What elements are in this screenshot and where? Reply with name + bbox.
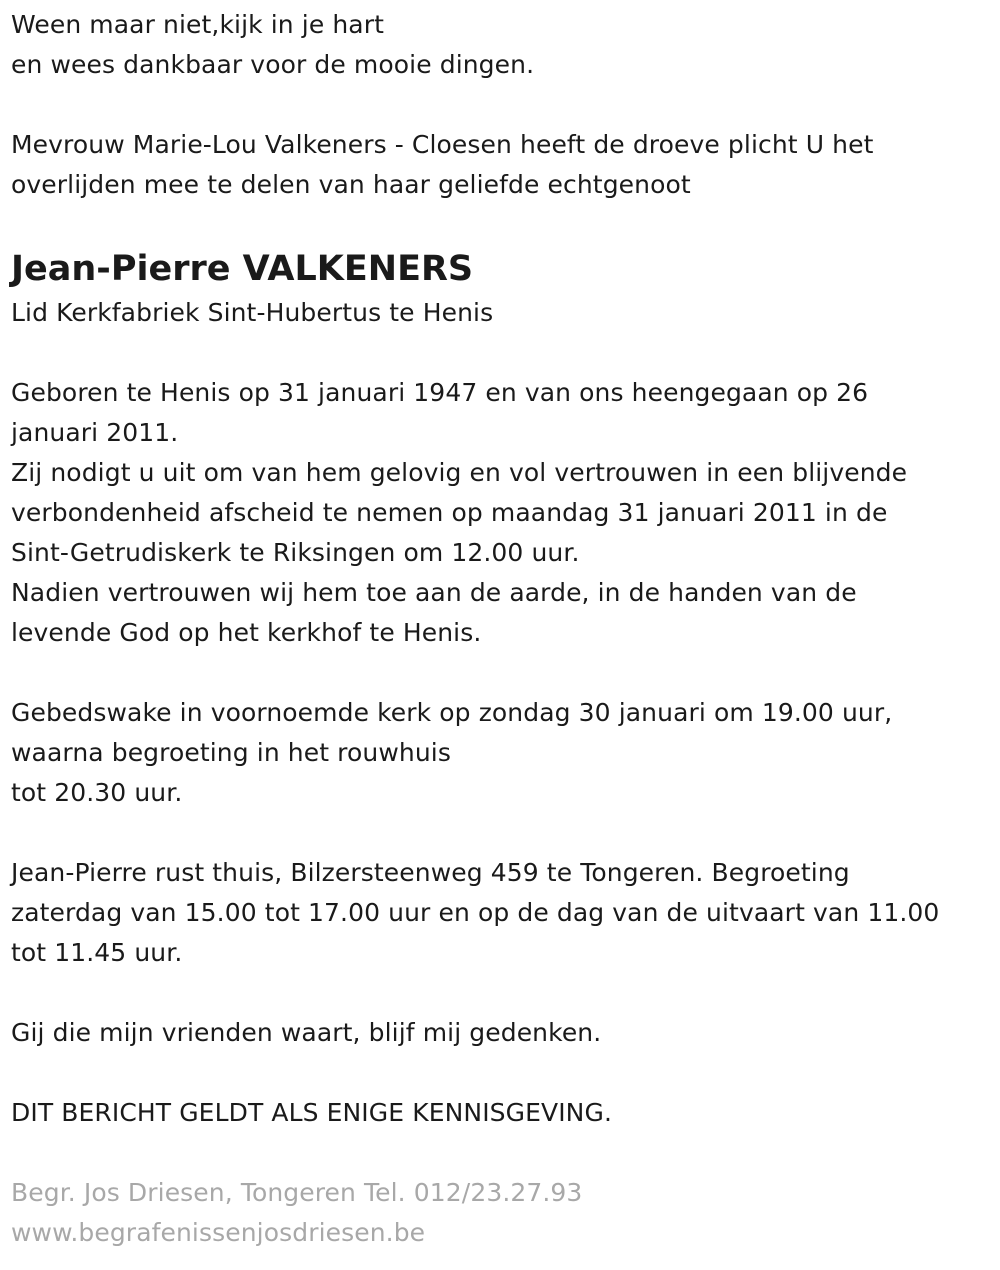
details-line-5: Sint-Getrudiskerk te Riksingen om 12.00 uur.	[11, 538, 580, 567]
footer-website: www.begrafenissenjosdriesen.be	[11, 1218, 426, 1247]
visitation-line-2: zaterdag van 15.00 tot 17.00 uur en op de dag van de uitvaart van 11.00	[11, 898, 940, 927]
wake-line-2: waarna begroeting in het rouwhuis	[11, 738, 451, 767]
spacer	[11, 1053, 991, 1093]
wake-line-1: Gebedswake in voornoemde kerk op zondag 30 januari om 19.00 uur,	[11, 698, 893, 727]
obituary-notice	[11, 5, 991, 1253]
spacer	[11, 1133, 991, 1173]
spacer	[11, 813, 991, 853]
details-line-3: Zij nodigt u uit om van hem gelovig en vol vertrouwen in een blijvende	[11, 458, 908, 487]
announcement-line-2: overlijden mee te delen van haar geliefde echtgenoot	[11, 170, 691, 199]
spacer	[11, 653, 991, 693]
details-line-4: verbondenheid afscheid te nemen op maandag 31 januari 2011 in de	[11, 498, 888, 527]
details-line-2: januari 2011.	[11, 418, 179, 447]
deceased-name: Jean-Pierre VALKENERS	[11, 249, 474, 289]
announcement-line-1: Mevrouw Marie-Lou Valkeners - Cloesen heeft de droeve plicht U het	[11, 130, 874, 159]
spacer	[11, 333, 991, 373]
spacer	[11, 85, 991, 125]
footer-undertaker: Begr. Jos Driesen, Tongeren Tel. 012/23.27.93	[11, 1178, 583, 1207]
wake-line-3: tot 20.30 uur.	[11, 778, 183, 807]
details-line-7: levende God op het kerkhof te Henis.	[11, 618, 482, 647]
poem-line-2: en wees dankbaar voor de mooie dingen.	[11, 50, 535, 79]
details-line-1: Geboren te Henis op 31 januari 1947 en van ons heengegaan op 26	[11, 378, 869, 407]
closing-line: Gij die mijn vrienden waart, blijf mij gedenken.	[11, 1018, 602, 1047]
spacer	[11, 973, 991, 1013]
visitation-line-3: tot 11.45 uur.	[11, 938, 183, 967]
details-line-6: Nadien vertrouwen wij hem toe aan de aarde, in de handen van de	[11, 578, 857, 607]
visitation-line-1: Jean-Pierre rust thuis, Bilzersteenweg 459 te Tongeren. Begroeting	[11, 858, 850, 887]
notice-line: DIT BERICHT GELDT ALS ENIGE KENNISGEVING.	[11, 1098, 612, 1127]
spacer	[11, 205, 991, 245]
deceased-role: Lid Kerkfabriek Sint-Hubertus te Henis	[11, 298, 494, 327]
poem-line-1: Ween maar niet,kijk in je hart	[11, 10, 384, 39]
